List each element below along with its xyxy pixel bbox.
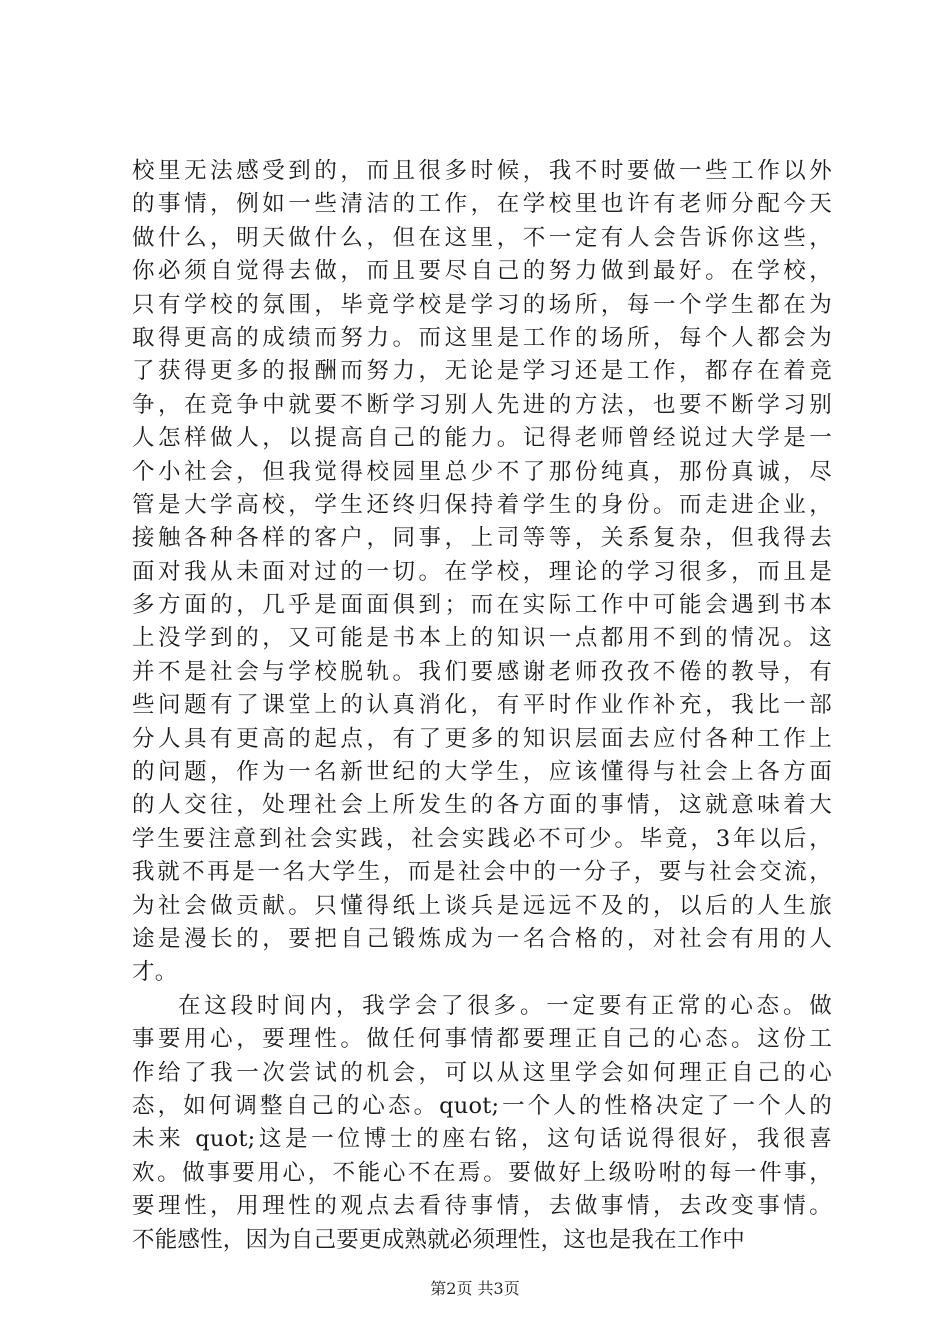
text-line: 管是大学高校，学生还终归保持着学生的身份。而走进企业，: [132, 491, 832, 518]
text-line: 你必须自觉得去做，而且要尽自己的努力做到最好。在学校，: [132, 258, 832, 285]
text-line: 校里无法感受到的，而且很多时候，我不时要做一些工作以外: [132, 158, 832, 184]
text-line: 事要用心，要理性。做任何事情都要理正自己的心态。这份工: [132, 1026, 832, 1053]
text-line: 个小社会，但我觉得校园里总少不了那份纯真，那份真诚，尽: [132, 458, 832, 485]
text-line: 了获得更多的报酬而努力，无论是学习还是工作，都存在着竞: [132, 358, 832, 385]
text-line: 些问题有了课堂上的认真消化，有平时作业作补充，我比一部: [132, 692, 832, 719]
text-line: 争，在竞争中就要不断学习别人先进的方法，也要不断学习别: [132, 391, 832, 418]
paragraph: [132, 990, 832, 1257]
text-line: 才。: [132, 959, 178, 986]
text-line: 只有学校的氛围，毕竟学校是学习的场所，每一个学生都在为: [132, 291, 832, 318]
text-line: 要理性，用理性的观点去看待事情，去做事情，去改变事情。: [132, 1193, 832, 1220]
text-line: 接触各种各样的客户，同事，上司等等，关系复杂，但我得去: [132, 525, 832, 552]
text-line: 的问题，作为一名新世纪的大学生，应该懂得与社会上各方面: [132, 759, 832, 786]
text-line: 分人具有更高的起点，有了更多的知识层面去应付各种工作上: [132, 725, 832, 752]
text-line: 多方面的，几乎是面面俱到；而在实际工作中可能会遇到书本: [132, 592, 832, 619]
text-line: 在这段时间内，我学会了很多。一定要有正常的心态。做: [178, 992, 832, 1019]
text-line: 上没学到的，又可能是书本上的知识一点都用不到的情况。这: [132, 625, 832, 652]
text-line: 的事情，例如一些清洁的工作，在学校里也许有老师分配今天: [132, 191, 832, 218]
text-line: 做什么，明天做什么，但在这里，不一定有人会告诉你这些，: [132, 224, 832, 251]
body-text: [132, 155, 832, 1257]
page-footer: 第2页 共3页: [430, 1279, 520, 1298]
text-line: 并不是社会与学校脱轨。我们要感谢老师孜孜不倦的教导，有: [132, 658, 832, 685]
text-line: 不能感性，因为自己要更成熟就必须理性，这也是我在工作中: [132, 1226, 745, 1253]
text-line: 作给了我一次尝试的机会，可以从这里学会如何理正自己的心: [132, 1059, 832, 1086]
text-line: 我就不再是一名大学生，而是社会中的一分子，要与社会交流，: [132, 859, 832, 886]
text-line: 人怎样做人，以提高自己的能力。记得老师曾经说过大学是一: [132, 425, 832, 452]
paragraph: [132, 155, 832, 990]
text-line: 未来 quot;这是一位博士的座右铭，这句话说得很好，我很喜: [132, 1126, 832, 1153]
text-line: 学生要注意到社会实践，社会实践必不可少。毕竟，3年以后，: [132, 825, 832, 852]
text-line: 欢。做事要用心，不能心不在焉。要做好上级吩咐的每一件事，: [132, 1159, 832, 1186]
text-line: 面对我从未面对过的一切。在学校，理论的学习很多，而且是: [132, 558, 832, 585]
text-line: 为社会做贡献。只懂得纸上谈兵是远远不及的，以后的人生旅: [132, 892, 832, 919]
text-line: 态，如何调整自己的心态。quot;一个人的性格决定了一个人的: [132, 1092, 832, 1119]
text-line: 的人交往，处理社会上所发生的各方面的事情，这就意味着大: [132, 792, 832, 819]
text-line: 取得更高的成绩而努力。而这里是工作的场所，每个人都会为: [132, 324, 832, 351]
text-line: 途是漫长的，要把自己锻炼成为一名合格的，对社会有用的人: [132, 925, 832, 952]
